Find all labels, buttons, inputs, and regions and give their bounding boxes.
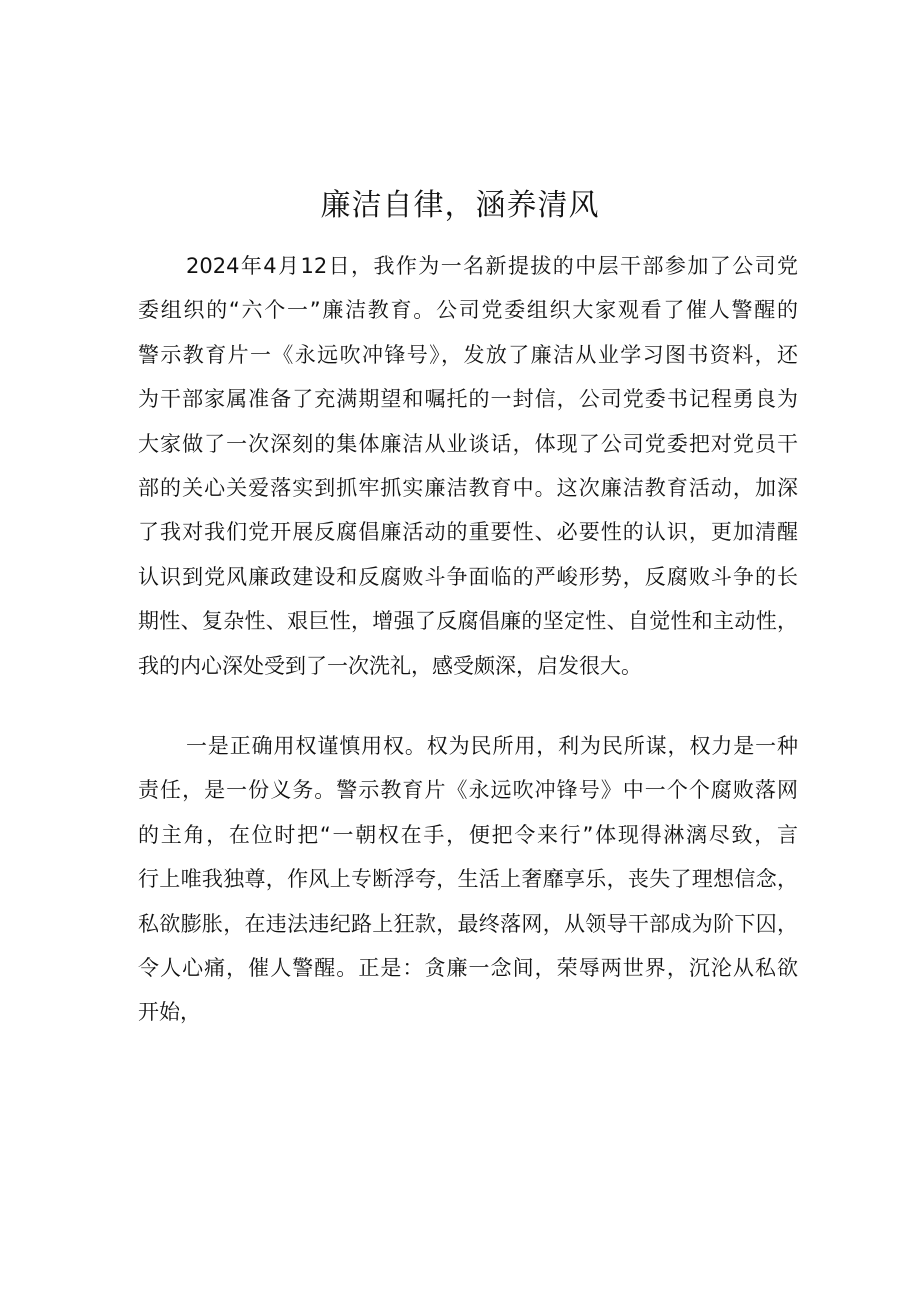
paragraph-line: 委组织的“六个一”廉洁教育。公司党委组织大家观看了催人警醒的 bbox=[138, 298, 798, 323]
paragraph-line: 警示教育片一《永远吹冲锋号》，发放了廉洁从业学习图书资料，还 bbox=[138, 342, 798, 367]
paragraph-line: 一是正确用权谨慎用权。权为民所用，利为民所谋，权力是一种 bbox=[186, 734, 798, 758]
paragraph-line: 开始， bbox=[138, 1000, 201, 1025]
paragraph-line: 责任，是一份义务。警示教育片《永远吹冲锋号》中一个个腐败落网 bbox=[138, 778, 798, 803]
paragraph-line: 行上唯我独尊，作风上专断浮夸，生活上奢靡享乐，丧失了理想信念， bbox=[138, 867, 798, 892]
paragraph-line: 部的关心关爱落实到抓牢抓实廉洁教育中。这次廉洁教育活动，加深 bbox=[138, 475, 798, 500]
paragraph-line: 为干部家属准备了充满期望和嘱托的一封信，公司党委书记程勇良为 bbox=[138, 387, 798, 412]
paragraph-line: 的主角，在位时把“一朝权在手，便把令来行”体现得淋漓尽致，言 bbox=[138, 822, 798, 847]
paragraph-line: 了我对我们党开展反腐倡廉活动的重要性、必要性的认识，更加清醒 bbox=[138, 520, 798, 545]
paragraph-1 bbox=[138, 244, 798, 688]
paragraph-line: 期性、复杂性、艰巨性，增强了反腐倡廉的坚定性、自觉性和主动性， bbox=[138, 609, 798, 634]
paragraph-line: 认识到党风廉政建设和反腐败斗争面临的严峻形势，反腐败斗争的长 bbox=[138, 564, 798, 589]
paragraph-2 bbox=[138, 724, 798, 1035]
paragraph-line: 2024年4月12日，我作为一名新提拔的中层干部参加了公司党 bbox=[186, 254, 798, 278]
paragraph-line: 我的内心深处受到了一次洗礼，感受颇深，启发很大。 bbox=[138, 653, 642, 678]
paragraph-line: 私欲膨胀，在违法违纪路上狂款，最终落网，从领导干部成为阶下囚， bbox=[138, 911, 798, 936]
paragraph-line: 令人心痛，催人警醒。正是：贪廉一念间，荣辱两世界，沉沦从私欲 bbox=[138, 955, 798, 980]
document-title: 廉洁自律，涵养清风 bbox=[320, 188, 600, 223]
paragraph-line: 大家做了一次深刻的集体廉洁从业谈话，体现了公司党委把对党员干 bbox=[138, 431, 798, 456]
